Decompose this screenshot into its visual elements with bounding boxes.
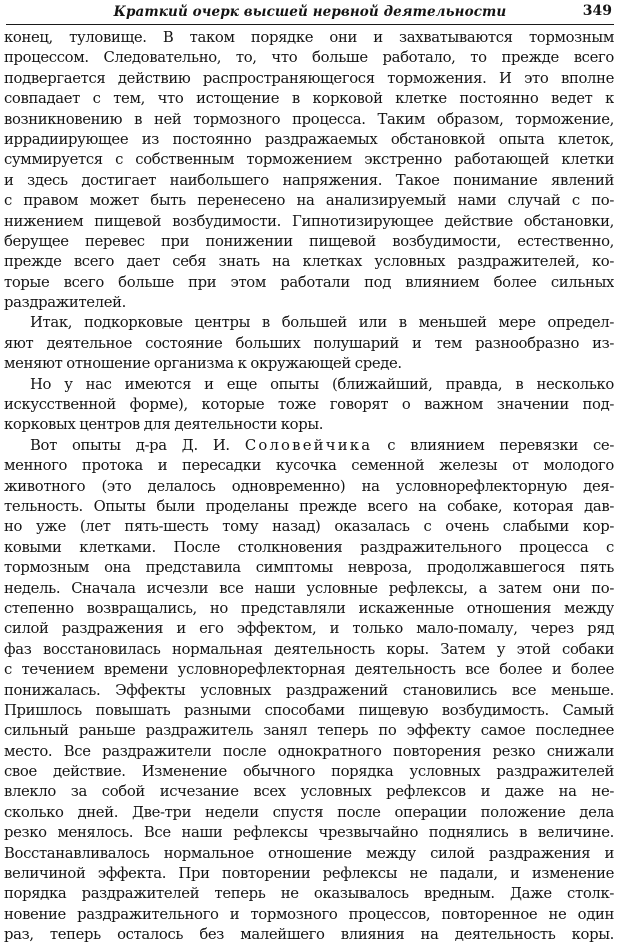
text-line: менного протока и пересадки кусочка семенной железы от молодого [4, 457, 614, 475]
text-line: Восстанавливалось нормальное отношение между силой раздражения и [4, 844, 614, 862]
running-title: Краткий очерк высшей нервной деятельности [113, 4, 507, 20]
paragraph-4 [4, 436, 614, 946]
text-line: резко менялось. Все наши рефлексы чрезвычайно поднялись в величине. [4, 824, 614, 842]
text-line: ковыми клетками. После столкновения раздражительного процесса с [4, 538, 614, 556]
text-line: но уже (лет пять-шесть тому назад) оказалась с очень слабыми кор- [4, 518, 614, 536]
text-line: недель. Сначала исчезли все наши условные рефлексы, а затем они по- [4, 579, 614, 597]
text-line: степенно возвращались, но представляли искаженные отношения между [4, 599, 614, 617]
author-name-spaced: Соловейчика [244, 436, 373, 454]
page-number: 349 [582, 3, 612, 19]
text-line: сильный раньше раздражитель занял теперь по эффекту самое последнее [4, 722, 614, 740]
text-line: Но у нас имеются и еще опыты (ближайший, правда, в несколько [30, 375, 614, 393]
text-line: прежде всего дает себя знать на клетках условных раздражителей, ко- [4, 253, 614, 271]
text-line: Итак, подкорковые центры в большей или в меньшей мере определ- [30, 314, 614, 332]
text-line: с правом может быть перенесено на анализируемый нами случай с по- [4, 192, 614, 210]
text-line: величиной эффекта. При повторении рефлексы не падали, и изменение [4, 865, 614, 883]
text-line: понижалась. Эффекты условных раздражений становились все меньше. [4, 681, 614, 699]
paragraph-1 [4, 28, 614, 313]
text-line: порядка раздражителей теперь не оказывалось вредным. Даже столк- [4, 885, 614, 903]
text-line: влекло за собой исчезание всех условных рефлексов и даже на не- [4, 783, 614, 801]
text-line [4, 436, 614, 456]
running-header [6, 2, 614, 25]
text-line: и здесь достигает наибольшего напряжения. Такое понимание явлений [4, 171, 614, 189]
text-line: меняют отношение организма к окружающей среде. [4, 355, 402, 373]
text-line: свое действие. Изменение обычного порядка условных раздражителей [4, 763, 614, 781]
text-line: процессом. Следовательно, то, что больше работало, то прежде всего [4, 49, 614, 67]
text-line: силой раздражения и его эффектом, и только мало-помалу, через ряд [4, 620, 614, 638]
paragraph-2 [4, 313, 614, 374]
text-line: торые всего больше при этом работали под влиянием более сильных [4, 273, 614, 291]
paragraph-3 [4, 375, 614, 436]
text-line: яют деятельное состояние больших полушарий и тем разнообразно из- [4, 334, 614, 352]
text-line: раз, теперь осталось без малейшего влияния на деятельность коры. [4, 926, 614, 944]
text-line: тельность. Опыты были проделаны прежде всего на собаке, которая дав- [4, 497, 614, 515]
text-line: возникновению в ней тормозного процесса. Таким образом, торможение, [4, 110, 614, 128]
text-fragment: Вот опыты д-ра Д. И. [30, 436, 245, 454]
text-line: животного (это делалось одновременно) на условнорефлекторную дея- [4, 477, 614, 495]
text-line: сколько дней. Две-три недели спустя после операции положение дела [4, 803, 614, 821]
text-line: место. Все раздражители после однократного повторения резко снижали [4, 742, 614, 760]
text-line: искусственной форме), которые тоже говорят о важном значении под- [4, 396, 614, 414]
text-line: раздражителей. [4, 294, 127, 312]
text-line: фаз восстановилась нормальная деятельность коры. Затем у этой собаки [4, 640, 614, 658]
body-text [4, 28, 614, 946]
text-line: иррадиирующее из постоянно раздражаемых обстановкой опыта клеток, [4, 130, 614, 148]
text-line: совпадает с тем, что истощение в корковой клетке постоянно ведет к [4, 90, 614, 108]
text-line: суммируется с собственным торможением экстренно работающей клетки [4, 151, 614, 169]
text-line: корковых центров для деятельности коры. [4, 416, 324, 434]
text-line: с течением времени условнорефлекторная деятельность все более и более [4, 661, 614, 679]
text-line: конец, туловище. В таком порядке они и захватываются тормозным [4, 29, 614, 46]
text-line: берущее перевес при понижении пищевой возбудимости, естественно, [4, 232, 614, 250]
text-line: новение раздражительного и тормозного процессов, повторенное не один [4, 905, 614, 923]
text-line: тормозным она представила симптомы невроза, продолжавшегося пять [4, 559, 614, 577]
text-fragment: с влиянием перевязки се- [372, 436, 614, 454]
text-line: Пришлось повышать разными способами пищевую возбудимость. Самый [4, 701, 614, 719]
text-line: подвергается действию распространяющегося торможения. И это вполне [4, 69, 614, 87]
text-line: нижением пищевой возбудимости. Гипнотизирующее действие обстановки, [4, 212, 614, 230]
